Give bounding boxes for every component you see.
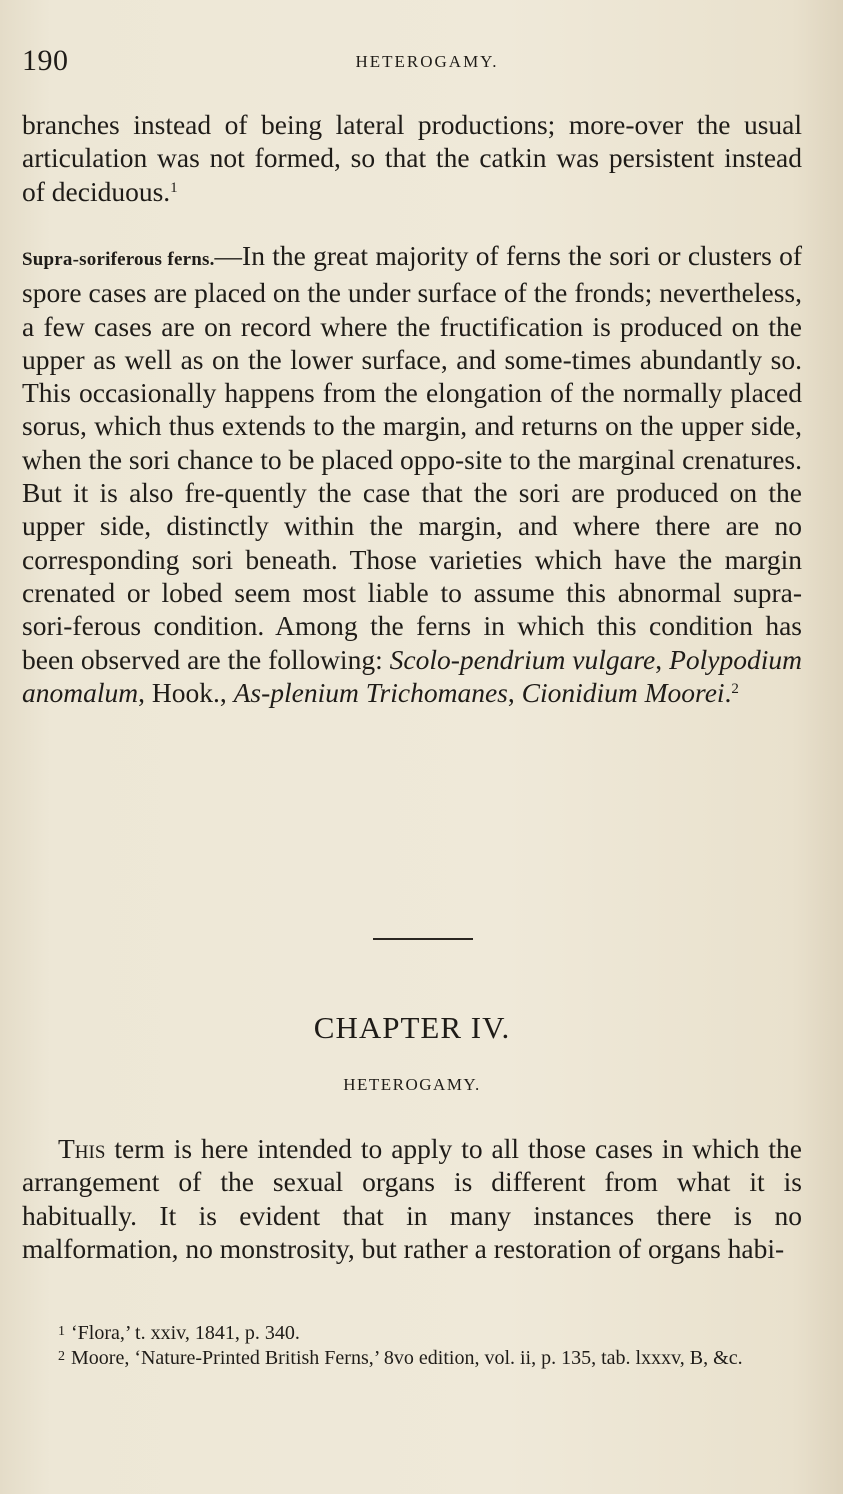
separator: , Hook., [138,676,234,708]
footnote-text: ‘Flora,’ t. xxiv, 1841, p. 340. [71,1322,300,1344]
paragraph-text: —In the great majority of ferns the sori or clusters of spore cases are placed on the under surface of the fronds; nevertheless, a few cases are on record where the fructification is produced on the upper as well as on the lower surface, and some-times abundantly so. This occasionally happens from the elongation of the normally placed sorus, which thus extends to the margin, and returns on the upper side, when the sori chance to be placed oppo-site to the marginal crenatures. But it is also fre-quently the case that the sori are produced on the upper side, distinctly within the margin, and where there are no corresponding sori beneath. Those varieties which have the margin crenated or lobed seem most liable to assume this abnormal supra-sori-ferous condition. Among the ferns in which this condition has been observed are the following: [22,240,803,675]
footnote-text: Moore, ‘Nature-Printed British Ferns,’ 8vo edition, vol. ii, p. 135, tab. lxxxv, B, &c. [71,1347,743,1369]
paragraph-lead: This [58,1133,106,1164]
footnote [22,1320,807,1345]
separator: , [655,643,670,675]
species-name: Cionidium Moorei [521,676,725,708]
page-number: 190 [22,44,69,77]
running-title: HETEROGAMY. [355,52,499,71]
paragraph-supra-soriferous [22,239,802,709]
footnote-number: 1 [58,1324,65,1339]
footnote-number: 2 [58,1349,65,1364]
paragraph-text: branches instead of being lateral productions; more-over the usual articulation was not formed, so that the catkin was persistent instead of deciduous. [22,109,802,207]
paragraph-text: term is here intended to apply to all those cases in which the arrangement of the sexual organs is different from what it is habitually. It is evident that in many instances there is no malformation, no monstrosity, but rather a restoration of organs habi- [22,1133,802,1264]
section-divider [373,938,473,940]
species-name: Polypodium anomalum [22,643,802,708]
separator: , [507,676,522,708]
chapter-title: CHAPTER IV. [313,1010,511,1045]
section-lead: Supra-soriferous ferns. [22,249,215,270]
paragraph-catkin [22,108,802,208]
footnote-ref: 2 [731,680,739,697]
chapter-subtitle: HETEROGAMY. [343,1075,481,1094]
footnotes [22,1320,807,1370]
paragraph-heterogamy [22,1132,802,1265]
footnote-ref: 1 [170,179,178,196]
running-head [22,44,812,84]
sentence-end: . [724,676,732,708]
species-name: As-plenium Trichomanes [233,676,508,708]
footnote [22,1345,807,1370]
species-name: Scolo-pendrium vulgare [389,643,656,675]
